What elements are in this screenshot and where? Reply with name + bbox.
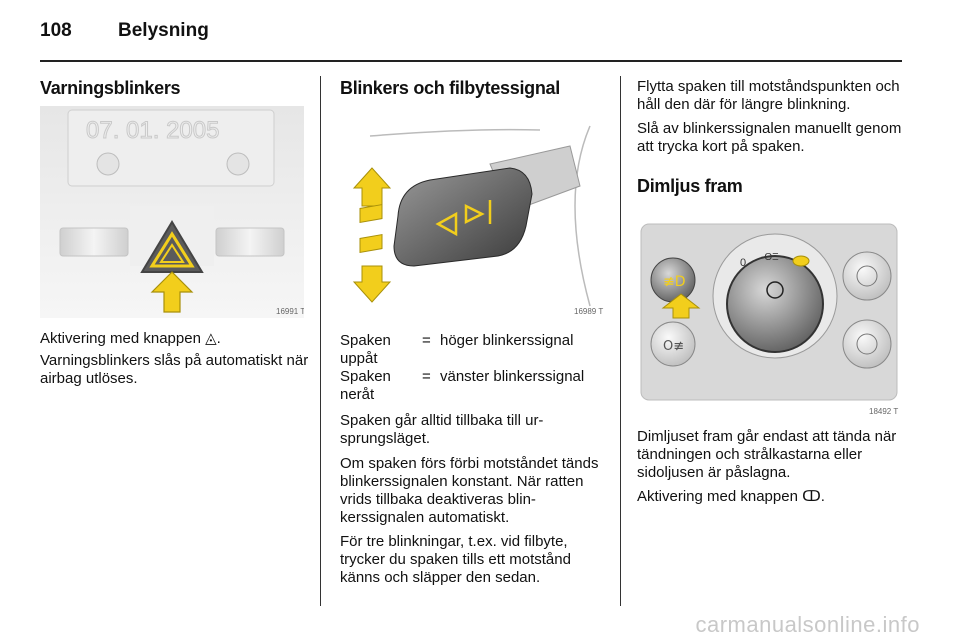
definition-description: vänster blinkerssignal xyxy=(440,368,585,385)
light-switch-knob xyxy=(727,256,823,352)
page-number: 108 xyxy=(40,20,72,41)
hazard-illustration xyxy=(40,106,304,318)
definition-description: höger blinkerssignal xyxy=(440,332,574,349)
paragraph-fog-condition: Dimljuset fram går endast att tända när tändningen och strålkastarna eller sidoljusen är påslagna. xyxy=(637,428,897,481)
figure-turn-signal-lever xyxy=(340,106,604,318)
svg-text:≢D: ≢D xyxy=(663,274,686,290)
clock-display: 07. 01. 2005 xyxy=(86,117,220,144)
fog-light-symbol-icon: ↀ xyxy=(802,488,821,505)
definition-row xyxy=(340,332,608,368)
svg-text:-ΟΞ: -ΟΞ xyxy=(761,252,779,263)
paragraph-fog-activation-text: Aktivering med knappen xyxy=(637,488,798,505)
paragraph-fog-activation-end: . xyxy=(820,488,825,505)
figure-code: 16991 T xyxy=(276,307,304,316)
watermark: carmanualsonline.info xyxy=(695,612,920,637)
switch-zero-label: 0 xyxy=(740,257,747,269)
definition-table xyxy=(340,332,608,404)
section-title: Belysning xyxy=(118,20,209,41)
heading-hazard-lights: Varningsblinkers xyxy=(40,78,181,98)
definition-term: Spaken uppåt xyxy=(340,332,391,367)
dial-top-right xyxy=(843,252,891,300)
definition-term: Spaken neråt xyxy=(340,368,391,403)
paragraph-activation-text: Aktivering med knappen xyxy=(40,330,201,347)
hazard-symbol-icon: ◬ xyxy=(205,330,217,347)
paragraph-three-blinks: För tre blinkningar, t.ex. vid filbyte, trycker du spaken tills ett motstånd känns och släpper den sedan. xyxy=(340,533,571,586)
paragraph-fog-activation xyxy=(637,488,907,506)
definition-equals: = xyxy=(422,332,431,349)
header-rule xyxy=(40,60,902,62)
column-divider-1 xyxy=(320,76,321,606)
figure-code: 16989 T xyxy=(574,307,604,316)
definition-equals: = xyxy=(422,368,431,385)
paragraph-switch-off: Slå av blinkerssignalen manuellt genom att trycka kort på spaken. xyxy=(637,120,902,155)
paragraph-constant: Om spaken förs förbi motståndet tänds blinkerssignalen konstant. När ratten vrids tillbaka deaktiveras blin-kerssignalen automatiskt. xyxy=(340,455,599,526)
figure-light-switch xyxy=(637,206,901,418)
figure-hazard-button xyxy=(40,106,304,318)
paragraph-return: Spaken går alltid tillbaka till ur-sprungsläget. xyxy=(340,412,544,447)
lever-illustration xyxy=(340,106,604,318)
paragraph-airbag: Varningsblinkers slås på automatiskt när airbag utlöses. xyxy=(40,352,309,387)
column-divider-2 xyxy=(620,76,621,606)
dial-bottom-right xyxy=(843,320,891,368)
light-switch-illustration xyxy=(637,206,901,418)
svg-text:O≢: O≢ xyxy=(663,339,685,354)
figure-code: 18492 T xyxy=(869,407,899,416)
heading-fog-lights: Dimljus fram xyxy=(637,176,743,196)
paragraph-hold-lever: Flytta spaken till motståndspunkten och håll den där för längre blinkning. xyxy=(637,78,900,113)
paragraph-activation xyxy=(40,330,310,348)
heading-turn-signals: Blinkers och filbytessignal xyxy=(340,78,560,98)
definition-row xyxy=(340,368,608,404)
paragraph-activation-end: . xyxy=(216,330,221,347)
